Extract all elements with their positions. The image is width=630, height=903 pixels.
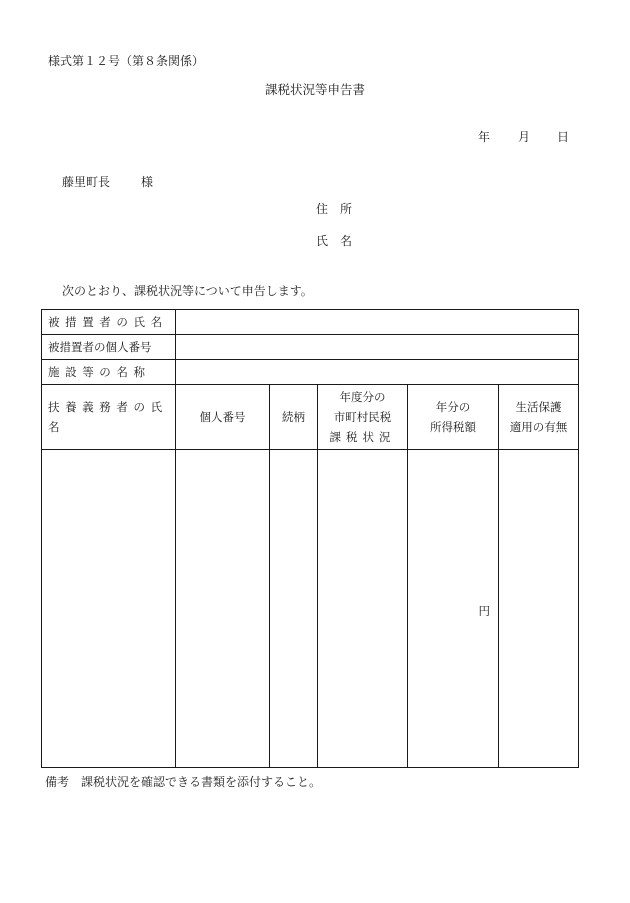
welfare-cell[interactable] xyxy=(499,450,579,768)
col-dependent-name: 扶養義務者の氏名 xyxy=(42,385,176,450)
name-label: 氏名 xyxy=(316,234,365,248)
form-number: 様式第１２号（第８条関係） xyxy=(48,54,205,68)
col-personal-number: 個人番号 xyxy=(176,385,270,450)
date-year-label: 年 xyxy=(478,130,491,144)
col-relationship: 続柄 xyxy=(270,385,318,450)
municipal-tax-cell[interactable] xyxy=(318,450,408,768)
intro-statement: 次のとおり、課税状況等について申告します。 xyxy=(62,284,313,298)
addressee-honorific: 様 xyxy=(141,175,154,189)
col-welfare xyxy=(499,385,579,450)
col-municipal-tax-line2: 市町村民税 xyxy=(333,410,392,424)
addressee: 藤里町長 xyxy=(62,175,111,189)
col-welfare-line2: 適用の有無 xyxy=(509,420,568,434)
document-title: 課税状況等申告書 xyxy=(264,82,365,97)
person-name-field[interactable] xyxy=(176,310,579,335)
col-municipal-tax xyxy=(318,385,408,450)
col-municipal-tax-line3: 課税状況 xyxy=(329,430,396,444)
column-header-row xyxy=(42,385,579,450)
col-welfare-line1: 生活保護 xyxy=(515,400,562,414)
col-income-tax xyxy=(408,385,499,450)
relationship-cell[interactable] xyxy=(270,450,318,768)
personal-number-cell[interactable] xyxy=(176,450,270,768)
declaration-table xyxy=(41,309,579,768)
table-row xyxy=(42,360,579,385)
person-number-field[interactable] xyxy=(176,335,579,360)
income-tax-cell[interactable] xyxy=(408,450,499,768)
field-label: 施設等の名称 xyxy=(42,360,176,385)
date-month-label: 月 xyxy=(518,130,531,144)
table-row xyxy=(42,335,579,360)
col-income-tax-line2: 所得税額 xyxy=(430,420,476,434)
yen-unit: 円 xyxy=(478,603,490,618)
remark-note: 備考 課税状況を確認できる書類を添付すること。 xyxy=(45,775,322,789)
address-label: 住所 xyxy=(316,202,365,216)
dependent-entry-row xyxy=(42,450,579,768)
date-day-label: 日 xyxy=(557,130,570,144)
col-income-tax-line1: 年分の xyxy=(435,400,471,414)
field-label: 被措置者の氏名 xyxy=(42,310,176,335)
col-municipal-tax-line1: 年度分の xyxy=(339,390,386,404)
facility-name-field[interactable] xyxy=(176,360,579,385)
field-label: 被措置者の個人番号 xyxy=(42,335,176,360)
dependent-name-cell[interactable] xyxy=(42,450,176,768)
table-row xyxy=(42,310,579,335)
